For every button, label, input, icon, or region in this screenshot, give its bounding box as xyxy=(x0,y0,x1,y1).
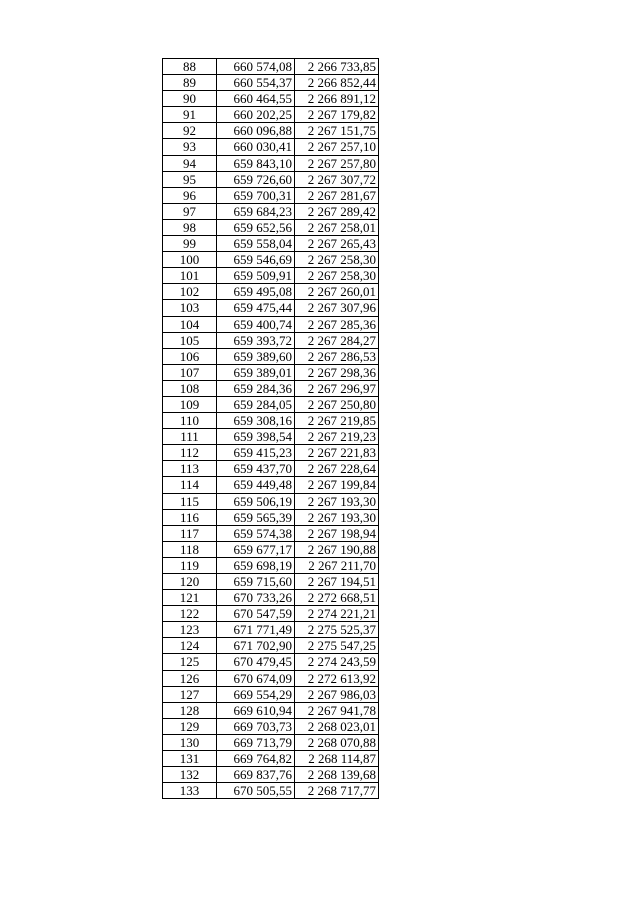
y-coordinate-cell: 2 267 179,82 xyxy=(295,107,379,123)
point-number-cell: 111 xyxy=(163,429,217,445)
point-number-cell: 89 xyxy=(163,75,217,91)
y-coordinate-cell: 2 267 941,78 xyxy=(295,702,379,718)
x-coordinate-cell: 659 546,69 xyxy=(217,252,295,268)
table-row xyxy=(163,541,379,557)
point-number-cell: 90 xyxy=(163,91,217,107)
x-coordinate-cell: 659 449,48 xyxy=(217,477,295,493)
point-number-cell: 106 xyxy=(163,348,217,364)
point-number-cell: 132 xyxy=(163,767,217,783)
table-row xyxy=(163,767,379,783)
x-coordinate-cell: 660 464,55 xyxy=(217,91,295,107)
x-coordinate-cell: 669 713,79 xyxy=(217,734,295,750)
point-number-cell: 101 xyxy=(163,268,217,284)
table-row xyxy=(163,187,379,203)
table-row xyxy=(163,686,379,702)
point-number-cell: 110 xyxy=(163,413,217,429)
point-number-cell: 104 xyxy=(163,316,217,332)
y-coordinate-cell: 2 267 258,30 xyxy=(295,268,379,284)
table-row xyxy=(163,75,379,91)
x-coordinate-cell: 659 726,60 xyxy=(217,171,295,187)
y-coordinate-cell: 2 268 070,88 xyxy=(295,734,379,750)
table-row xyxy=(163,123,379,139)
table-row xyxy=(163,396,379,412)
table-row xyxy=(163,525,379,541)
y-coordinate-cell: 2 267 199,84 xyxy=(295,477,379,493)
y-coordinate-cell: 2 272 668,51 xyxy=(295,590,379,606)
point-number-cell: 113 xyxy=(163,461,217,477)
table-row xyxy=(163,509,379,525)
y-coordinate-cell: 2 267 296,97 xyxy=(295,380,379,396)
point-number-cell: 95 xyxy=(163,171,217,187)
x-coordinate-cell: 659 393,72 xyxy=(217,332,295,348)
table-row xyxy=(163,91,379,107)
x-coordinate-cell: 671 771,49 xyxy=(217,622,295,638)
y-coordinate-cell: 2 267 228,64 xyxy=(295,461,379,477)
x-coordinate-cell: 659 684,23 xyxy=(217,203,295,219)
x-coordinate-cell: 659 437,70 xyxy=(217,461,295,477)
point-number-cell: 124 xyxy=(163,638,217,654)
x-coordinate-cell: 670 479,45 xyxy=(217,654,295,670)
table-row xyxy=(163,783,379,799)
y-coordinate-cell: 2 268 717,77 xyxy=(295,783,379,799)
x-coordinate-cell: 669 837,76 xyxy=(217,767,295,783)
x-coordinate-cell: 670 733,26 xyxy=(217,590,295,606)
x-coordinate-cell: 659 389,60 xyxy=(217,348,295,364)
point-number-cell: 116 xyxy=(163,509,217,525)
point-number-cell: 88 xyxy=(163,59,217,75)
point-number-cell: 118 xyxy=(163,541,217,557)
y-coordinate-cell: 2 267 194,51 xyxy=(295,574,379,590)
x-coordinate-cell: 660 202,25 xyxy=(217,107,295,123)
table-row xyxy=(163,203,379,219)
point-number-cell: 109 xyxy=(163,396,217,412)
x-coordinate-cell: 659 400,74 xyxy=(217,316,295,332)
y-coordinate-cell: 2 267 258,30 xyxy=(295,252,379,268)
x-coordinate-cell: 660 030,41 xyxy=(217,139,295,155)
x-coordinate-cell: 659 558,04 xyxy=(217,236,295,252)
table-row xyxy=(163,300,379,316)
point-number-cell: 126 xyxy=(163,670,217,686)
point-number-cell: 99 xyxy=(163,236,217,252)
y-coordinate-cell: 2 274 221,21 xyxy=(295,606,379,622)
point-number-cell: 119 xyxy=(163,557,217,573)
y-coordinate-cell: 2 266 852,44 xyxy=(295,75,379,91)
y-coordinate-cell: 2 267 298,36 xyxy=(295,364,379,380)
table-row xyxy=(163,332,379,348)
y-coordinate-cell: 2 266 891,12 xyxy=(295,91,379,107)
point-number-cell: 108 xyxy=(163,380,217,396)
table-row xyxy=(163,734,379,750)
y-coordinate-cell: 2 272 613,92 xyxy=(295,670,379,686)
point-number-cell: 130 xyxy=(163,734,217,750)
y-coordinate-cell: 2 267 265,43 xyxy=(295,236,379,252)
x-coordinate-cell: 659 698,19 xyxy=(217,557,295,573)
y-coordinate-cell: 2 267 190,88 xyxy=(295,541,379,557)
y-coordinate-cell: 2 267 193,30 xyxy=(295,493,379,509)
y-coordinate-cell: 2 267 307,72 xyxy=(295,171,379,187)
table-row xyxy=(163,155,379,171)
y-coordinate-cell: 2 274 243,59 xyxy=(295,654,379,670)
x-coordinate-cell: 659 284,36 xyxy=(217,380,295,396)
table-row xyxy=(163,493,379,509)
y-coordinate-cell: 2 267 193,30 xyxy=(295,509,379,525)
x-coordinate-cell: 659 843,10 xyxy=(217,155,295,171)
point-number-cell: 129 xyxy=(163,718,217,734)
x-coordinate-cell: 659 652,56 xyxy=(217,219,295,235)
table-row xyxy=(163,380,379,396)
point-number-cell: 105 xyxy=(163,332,217,348)
table-row xyxy=(163,364,379,380)
x-coordinate-cell: 659 677,17 xyxy=(217,541,295,557)
table-row xyxy=(163,590,379,606)
point-number-cell: 102 xyxy=(163,284,217,300)
table-row xyxy=(163,171,379,187)
y-coordinate-cell: 2 267 257,10 xyxy=(295,139,379,155)
y-coordinate-cell: 2 267 307,96 xyxy=(295,300,379,316)
table-row xyxy=(163,574,379,590)
coordinates-table-body xyxy=(163,59,379,799)
y-coordinate-cell: 2 267 289,42 xyxy=(295,203,379,219)
table-row xyxy=(163,429,379,445)
x-coordinate-cell: 659 284,05 xyxy=(217,396,295,412)
y-coordinate-cell: 2 267 198,94 xyxy=(295,525,379,541)
x-coordinate-cell: 669 610,94 xyxy=(217,702,295,718)
table-row xyxy=(163,348,379,364)
table-row xyxy=(163,139,379,155)
table-row xyxy=(163,670,379,686)
x-coordinate-cell: 659 506,19 xyxy=(217,493,295,509)
point-number-cell: 98 xyxy=(163,219,217,235)
x-coordinate-cell: 660 096,88 xyxy=(217,123,295,139)
x-coordinate-cell: 660 574,08 xyxy=(217,59,295,75)
x-coordinate-cell: 670 674,09 xyxy=(217,670,295,686)
y-coordinate-cell: 2 267 284,27 xyxy=(295,332,379,348)
point-number-cell: 97 xyxy=(163,203,217,219)
table-row xyxy=(163,702,379,718)
y-coordinate-cell: 2 267 221,83 xyxy=(295,445,379,461)
x-coordinate-cell: 670 547,59 xyxy=(217,606,295,622)
y-coordinate-cell: 2 275 525,37 xyxy=(295,622,379,638)
point-number-cell: 121 xyxy=(163,590,217,606)
point-number-cell: 133 xyxy=(163,783,217,799)
table-row xyxy=(163,413,379,429)
point-number-cell: 114 xyxy=(163,477,217,493)
y-coordinate-cell: 2 267 258,01 xyxy=(295,219,379,235)
table-row xyxy=(163,236,379,252)
y-coordinate-cell: 2 267 219,85 xyxy=(295,413,379,429)
table-row xyxy=(163,59,379,75)
table-row xyxy=(163,751,379,767)
point-number-cell: 91 xyxy=(163,107,217,123)
y-coordinate-cell: 2 267 211,70 xyxy=(295,557,379,573)
table-row xyxy=(163,557,379,573)
table-row xyxy=(163,718,379,734)
x-coordinate-cell: 671 702,90 xyxy=(217,638,295,654)
point-number-cell: 131 xyxy=(163,751,217,767)
y-coordinate-cell: 2 266 733,85 xyxy=(295,59,379,75)
x-coordinate-cell: 659 475,44 xyxy=(217,300,295,316)
point-number-cell: 122 xyxy=(163,606,217,622)
table-row xyxy=(163,268,379,284)
y-coordinate-cell: 2 268 114,87 xyxy=(295,751,379,767)
point-number-cell: 123 xyxy=(163,622,217,638)
x-coordinate-cell: 659 700,31 xyxy=(217,187,295,203)
point-number-cell: 103 xyxy=(163,300,217,316)
point-number-cell: 94 xyxy=(163,155,217,171)
table-row xyxy=(163,252,379,268)
point-number-cell: 115 xyxy=(163,493,217,509)
y-coordinate-cell: 2 267 986,03 xyxy=(295,686,379,702)
x-coordinate-cell: 659 308,16 xyxy=(217,413,295,429)
point-number-cell: 96 xyxy=(163,187,217,203)
y-coordinate-cell: 2 267 281,67 xyxy=(295,187,379,203)
y-coordinate-cell: 2 267 219,23 xyxy=(295,429,379,445)
y-coordinate-cell: 2 267 250,80 xyxy=(295,396,379,412)
table-row xyxy=(163,622,379,638)
point-number-cell: 92 xyxy=(163,123,217,139)
y-coordinate-cell: 2 267 260,01 xyxy=(295,284,379,300)
y-coordinate-cell: 2 268 139,68 xyxy=(295,767,379,783)
x-coordinate-cell: 659 565,39 xyxy=(217,509,295,525)
point-number-cell: 128 xyxy=(163,702,217,718)
x-coordinate-cell: 659 509,91 xyxy=(217,268,295,284)
point-number-cell: 107 xyxy=(163,364,217,380)
table-row xyxy=(163,316,379,332)
x-coordinate-cell: 659 415,23 xyxy=(217,445,295,461)
y-coordinate-cell: 2 275 547,25 xyxy=(295,638,379,654)
table-row xyxy=(163,461,379,477)
x-coordinate-cell: 659 715,60 xyxy=(217,574,295,590)
x-coordinate-cell: 669 554,29 xyxy=(217,686,295,702)
table-row xyxy=(163,284,379,300)
coordinates-table xyxy=(162,58,379,799)
x-coordinate-cell: 670 505,55 xyxy=(217,783,295,799)
x-coordinate-cell: 660 554,37 xyxy=(217,75,295,91)
x-coordinate-cell: 659 574,38 xyxy=(217,525,295,541)
x-coordinate-cell: 669 764,82 xyxy=(217,751,295,767)
table-row xyxy=(163,107,379,123)
point-number-cell: 117 xyxy=(163,525,217,541)
y-coordinate-cell: 2 267 151,75 xyxy=(295,123,379,139)
y-coordinate-cell: 2 267 257,80 xyxy=(295,155,379,171)
x-coordinate-cell: 659 495,08 xyxy=(217,284,295,300)
x-coordinate-cell: 669 703,73 xyxy=(217,718,295,734)
point-number-cell: 100 xyxy=(163,252,217,268)
point-number-cell: 120 xyxy=(163,574,217,590)
y-coordinate-cell: 2 268 023,01 xyxy=(295,718,379,734)
table-row xyxy=(163,219,379,235)
table-row xyxy=(163,654,379,670)
point-number-cell: 127 xyxy=(163,686,217,702)
table-row xyxy=(163,445,379,461)
table-row xyxy=(163,606,379,622)
y-coordinate-cell: 2 267 286,53 xyxy=(295,348,379,364)
x-coordinate-cell: 659 389,01 xyxy=(217,364,295,380)
point-number-cell: 125 xyxy=(163,654,217,670)
y-coordinate-cell: 2 267 285,36 xyxy=(295,316,379,332)
point-number-cell: 93 xyxy=(163,139,217,155)
table-row xyxy=(163,477,379,493)
x-coordinate-cell: 659 398,54 xyxy=(217,429,295,445)
table-row xyxy=(163,638,379,654)
point-number-cell: 112 xyxy=(163,445,217,461)
